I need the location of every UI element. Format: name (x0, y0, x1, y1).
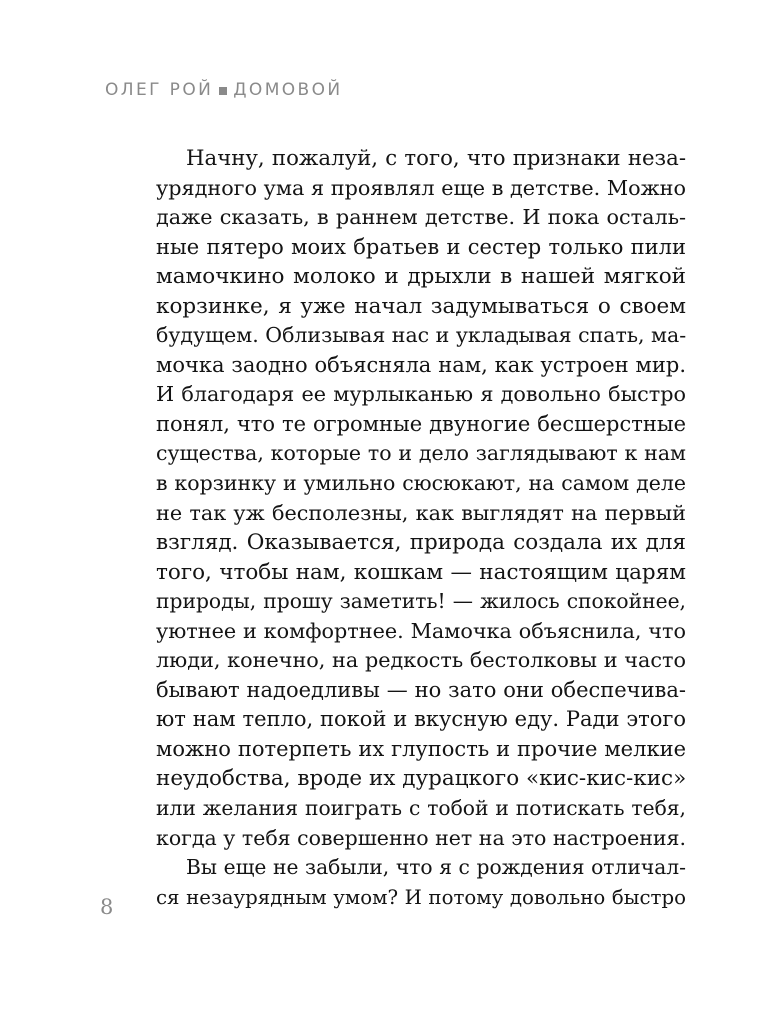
text-line: будущем. Облизывая нас и укладывая спать, ма- (156, 323, 687, 348)
text-line: корзинке, я уже начал задумываться о своем (156, 293, 686, 319)
text-line: урядного ума я проявлял еще в детстве. Можно (156, 175, 686, 200)
header-author: ОЛЕГ РОЙ (105, 80, 214, 100)
text-line: того, чтобы нам, кошкам — настоящим царям (156, 559, 686, 585)
text-line: Вы еще не забыли, что я с рождения отличал- (186, 855, 686, 880)
text-line: взгляд. Оказывается, природа создала их для (156, 530, 686, 556)
page-number: 8 (100, 895, 114, 919)
text-line: природы, прошу заметить! — жилось спокойнее, (156, 589, 686, 614)
text-line: И благодаря ее мурлыканью я довольно быстро (156, 382, 686, 407)
text-line: неудобства, вроде их дурацкого «кис-кис-кис» (156, 766, 687, 792)
text-line: бывают надоедливы — но зато они обеспечива- (156, 677, 686, 702)
text-line: даже сказать, в раннем детстве. И пока осталь- (156, 205, 686, 230)
body-text (156, 144, 686, 912)
text-line: ся незаурядным умом? И потому довольно быстро (156, 885, 686, 909)
text-line: когда у тебя совершенно нет на это настроения. (156, 825, 686, 850)
text-line: Начну, пожалуй, с того, что признаки неза- (186, 146, 686, 171)
text-line: ют нам тепло, покой и вкусную еду. Ради этого (156, 707, 686, 732)
text-line: мочка заодно объясняла нам, как устроен мир. (156, 352, 686, 377)
text-line: можно потерпеть их глупость и прочие мелкие (156, 736, 686, 761)
text-line: или желания поиграть с тобой и потискать тебя, (156, 796, 686, 821)
text-line: ные пятеро моих братьев и сестер только пили (156, 234, 686, 259)
header-title: ДОМОВОЙ (233, 80, 343, 100)
text-line: уютнее и комфортнее. Мамочка объяснила, что (156, 618, 686, 643)
header-separator-square (219, 87, 227, 95)
text-line: понял, что те огромные двуногие бесшерстные (156, 411, 686, 436)
text-line: не так уж бесполезны, как выглядят на первый (156, 500, 686, 525)
running-header (105, 80, 343, 100)
text-line: в корзинку и умильно сюсюкают, на самом деле (156, 471, 686, 496)
text-line: существа, которые то и дело заглядывают к нам (156, 441, 686, 466)
text-line: мамочкино молоко и дрыхли в нашей мягкой (156, 264, 686, 290)
text-line: люди, конечно, на редкость бестолковы и часто (156, 648, 686, 673)
